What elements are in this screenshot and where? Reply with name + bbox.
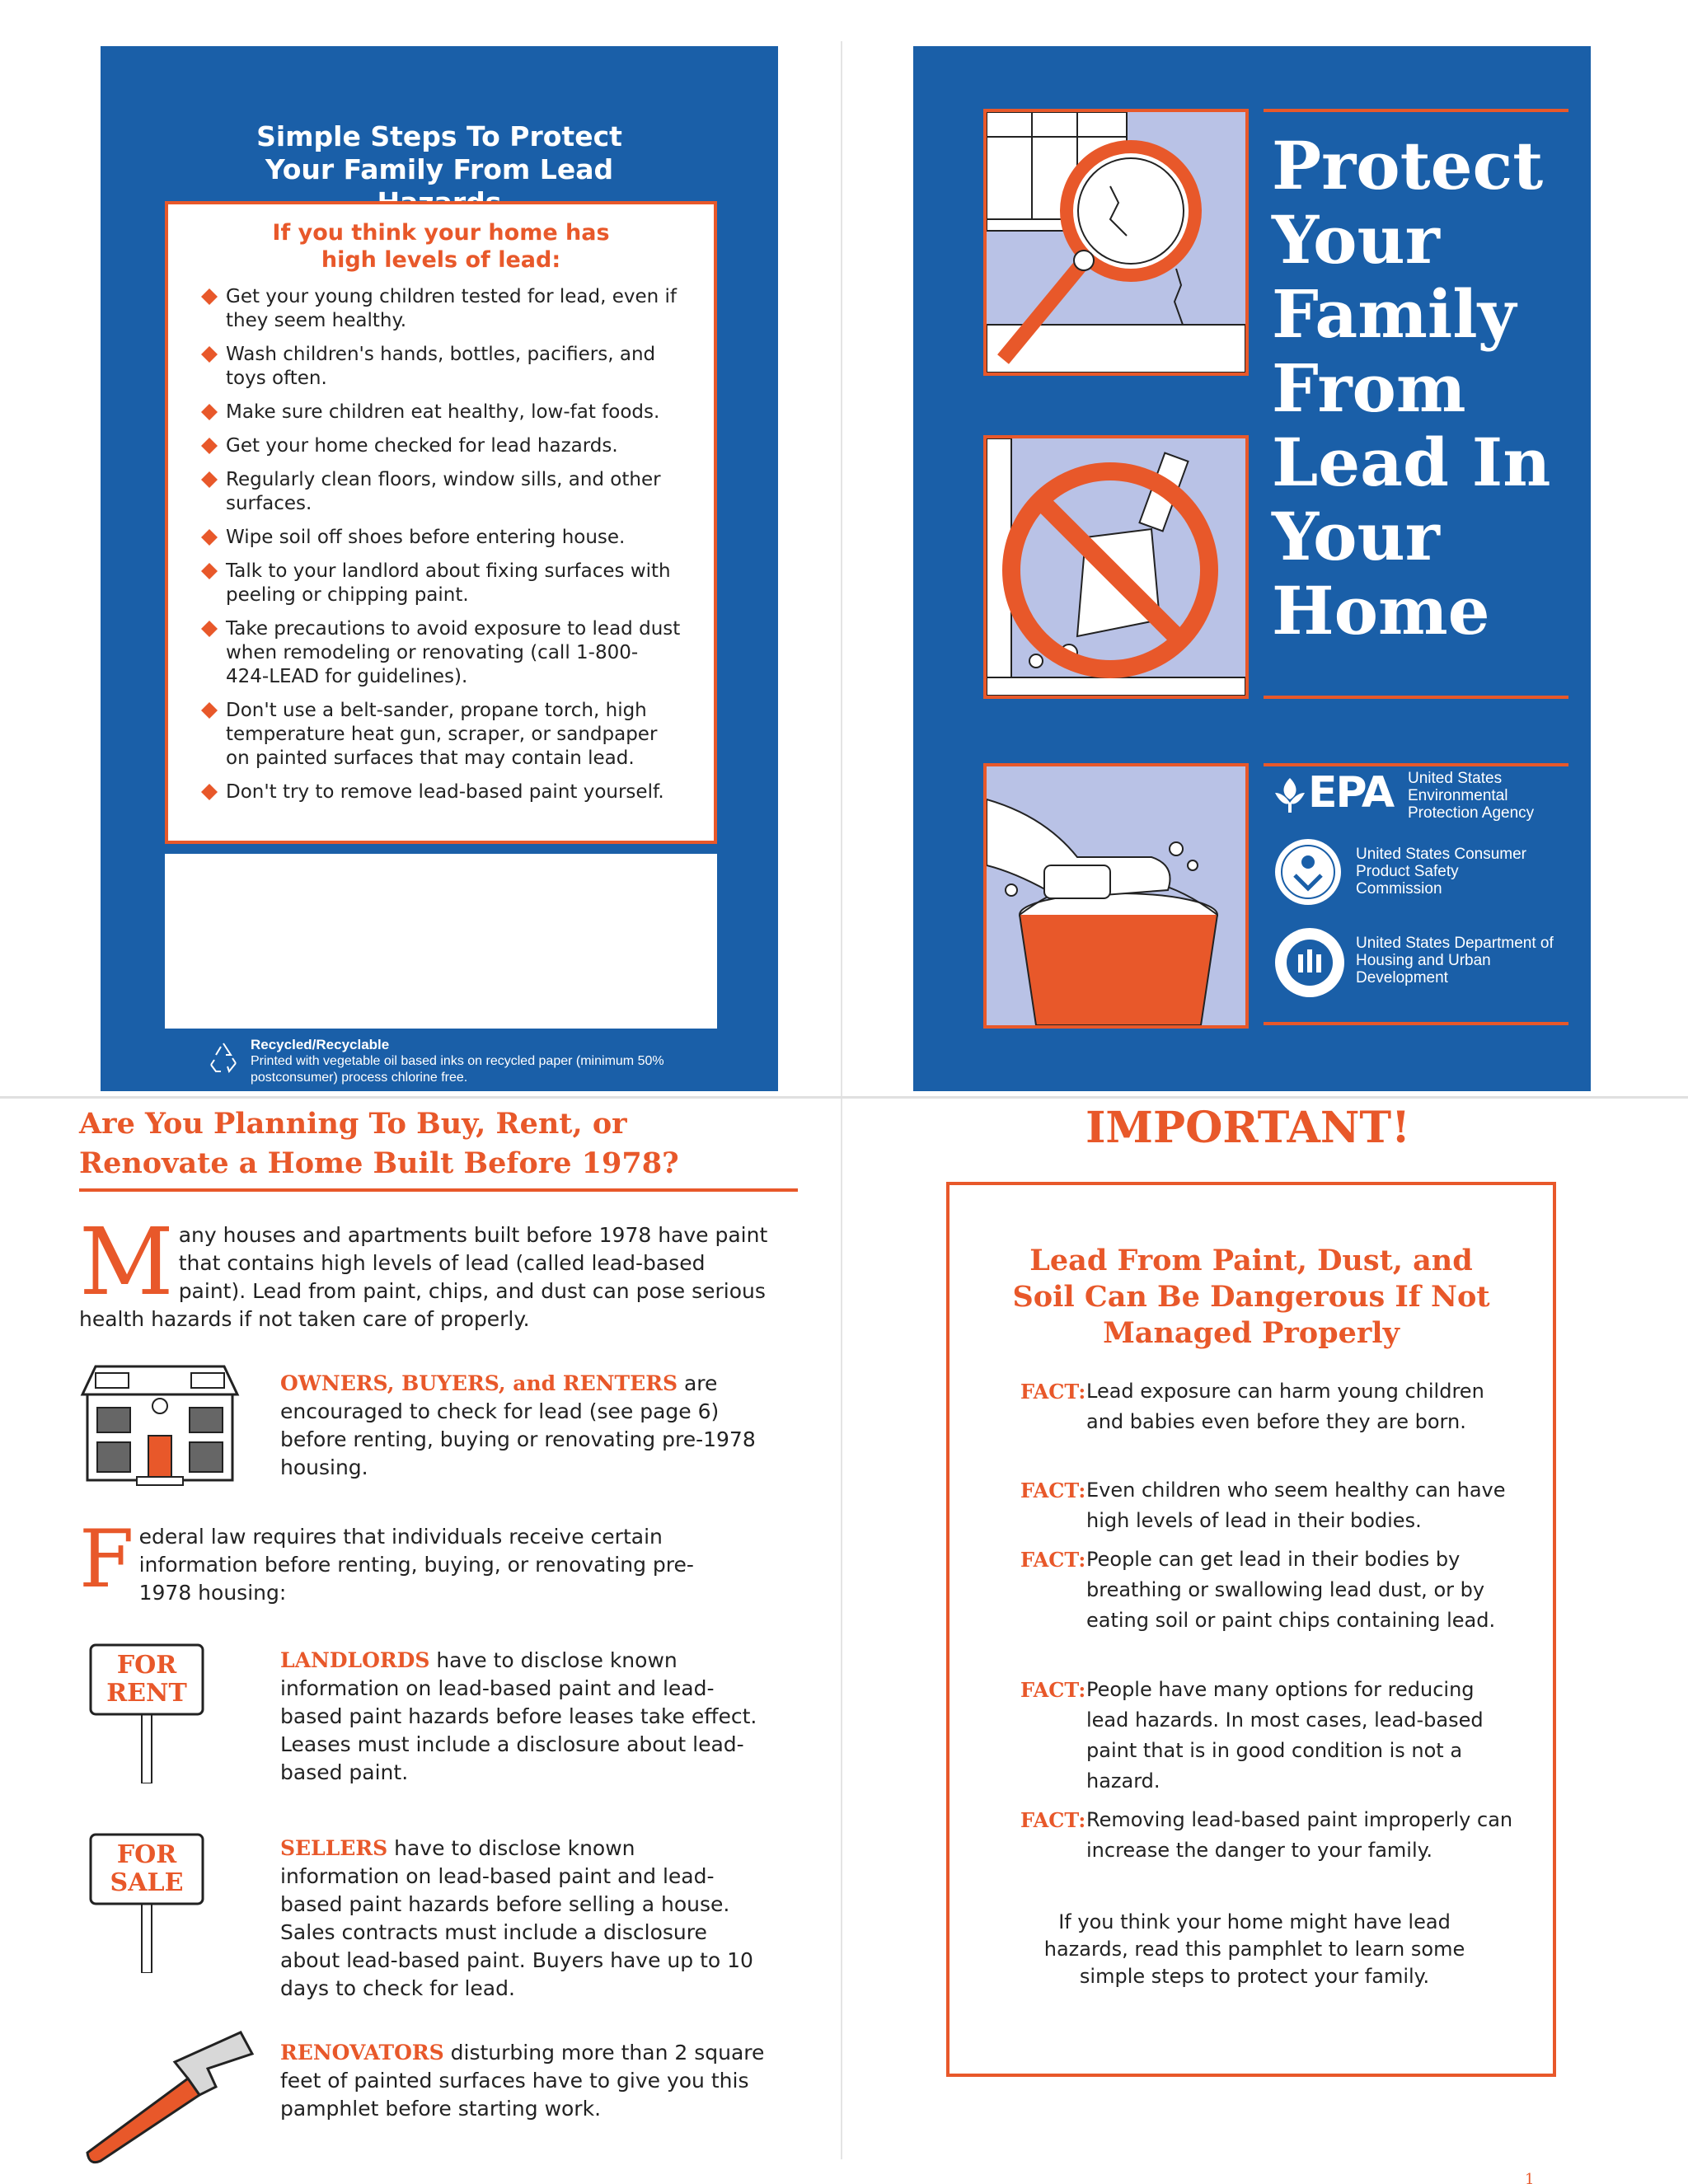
- epa-logo-text: EPA: [1308, 768, 1394, 818]
- diamond-bullet-icon: [201, 438, 218, 454]
- fold-line-vertical: [841, 41, 842, 2159]
- facts-heading: Lead From Paint, Dust, and Soil Can Be Dangerous If Not Managed Properly: [1012, 1244, 1490, 1350]
- federal-dropcap: F: [79, 1513, 134, 1605]
- sellers-lead: SELLERS: [280, 1836, 388, 1860]
- fact-item: FACT: People have many options for reducing lead hazards. In most cases, lead-based paint that is in good condition is not a hazard.: [1020, 1675, 1515, 1797]
- facts-box: [946, 1182, 1556, 2077]
- landlords-lead: LANDLORDS: [280, 1648, 430, 1672]
- diamond-bullet-icon: [201, 346, 218, 363]
- inside-left-panel: [79, 1104, 804, 2168]
- steps-box: [165, 201, 717, 844]
- page-number: 1: [1525, 2171, 1535, 2184]
- intro-paragraph: M any houses and apartments built before 1978 have paint that contains high levels of lead (called lead-based paint). Lead from paint, chips, and dust can pose serious health hazards if not taken care of properly.: [79, 1209, 768, 1331]
- step-item: Wipe soil off shoes before entering house.: [201, 526, 681, 550]
- step-item: Get your home checked for lead hazards.: [201, 434, 681, 458]
- fact-label: FACT:: [1020, 1548, 1086, 1572]
- address-label-area: [165, 854, 717, 1029]
- for-rent-sign-text: FOR RENT: [106, 1651, 187, 1708]
- for-sale-sign-text: FOR SALE: [110, 1840, 184, 1897]
- owners-text: OWNERS, BUYERS, and RENTERS are encouraged to check for lead (see page 6) before renting, buying or renovating pre-1978 housing.: [280, 1371, 756, 1479]
- step-item: Wash children's hands, bottles, pacifiers, and toys often.: [201, 343, 681, 391]
- title-underline: [79, 1188, 798, 1192]
- diamond-bullet-icon: [201, 702, 218, 719]
- title-rule-bottom: [1264, 696, 1568, 699]
- agency-name: United States Environmental Protection Agency: [1408, 770, 1535, 822]
- fact-item: FACT: Lead exposure can harm young children and babies even before they are born.: [1020, 1376, 1515, 1437]
- recycle-icon: [206, 1040, 241, 1075]
- fact-item: FACT: Removing lead-based paint improperly can increase the danger to your family.: [1020, 1805, 1515, 1866]
- important-title: IMPORTANT!: [1085, 1103, 1410, 1153]
- step-item: Make sure children eat healthy, low-fat foods.: [201, 401, 681, 424]
- landlords-text: LANDLORDS have to disclose known information on lead-based paint and lead-based paint hazards before leases take effect. Leases must include a disclosure about lead-based paint.: [280, 1648, 757, 1784]
- magnifying-glass-icon: [987, 112, 1245, 373]
- agency-name: United States Department of Housing and Urban Development: [1356, 935, 1554, 987]
- diamond-bullet-icon: [201, 471, 218, 488]
- diamond-bullet-icon: [201, 784, 218, 800]
- diamond-bullet-icon: [201, 621, 218, 637]
- fact-item: FACT: People can get lead in their bodies by breathing or swallowing lead dust, or by eating soil or paint chips containing lead.: [1020, 1544, 1515, 1636]
- title-rule-top: [1264, 109, 1568, 112]
- steps-heading: If you think your home has high levels of lead:: [272, 220, 610, 273]
- house-icon: [79, 1358, 241, 1487]
- step-item: Regularly clean floors, window sills, and other surfaces.: [201, 468, 681, 516]
- diamond-bullet-icon: [201, 563, 218, 579]
- agency-name: United States Consumer Product Safety Commission: [1356, 846, 1526, 898]
- step-item: Don't use a belt-sander, propane torch, high temperature heat gun, scraper, or sandpaper on painted surfaces that may contain lead.: [201, 699, 681, 771]
- renovators-text: RENOVATORS disturbing more than 2 square feet of painted surfaces have to give you this pamphlet before starting work.: [280, 2041, 765, 2121]
- cover-title: Protect Your Family From Lead In Your Home: [1272, 127, 1551, 649]
- fact-label: FACT:: [1020, 1380, 1086, 1404]
- diamond-bullet-icon: [201, 529, 218, 546]
- diamond-bullet-icon: [201, 288, 218, 305]
- recycle-text: Printed with vegetable oil based inks on recycled paper (minimum 50% postconsumer) process chlorine free.: [251, 1054, 664, 1085]
- epa-flower-icon: [1272, 775, 1308, 814]
- cpsc-agency: [1272, 837, 1577, 903]
- cpsc-seal-icon: [1273, 837, 1343, 907]
- epa-agency: [1272, 770, 1577, 827]
- fact-label: FACT:: [1020, 1678, 1086, 1702]
- no-scraper-icon: [987, 438, 1245, 696]
- step-item: Talk to your landlord about fixing surfaces with peeling or chipping paint.: [201, 560, 681, 607]
- back-cover-panel: [101, 46, 778, 1091]
- fact-label: FACT:: [1020, 1808, 1086, 1832]
- hammer-icon: [84, 2029, 257, 2169]
- inside-left-title: Are You Planning To Buy, Rent, or Renovate a Home Built Before 1978?: [79, 1107, 679, 1180]
- agency-rule-bottom: [1264, 1022, 1568, 1025]
- bucket-sponge-icon: [987, 766, 1245, 1025]
- back-cover-title: Simple Steps To Protect Your Family From Lead: [256, 120, 622, 185]
- recycle-notice: [206, 1035, 750, 1090]
- hud-seal-icon: [1273, 926, 1346, 999]
- sellers-text: SELLERS have to disclose known information on lead-based paint and lead-based paint hazards before selling a house. Sales contracts must include a disclosure about lead-based paint. Buyers have up to 10 days to check for lead.: [280, 1836, 753, 2000]
- step-item: Don't try to remove lead-based paint yourself.: [201, 780, 681, 804]
- federal-paragraph: F ederal law requires that individuals receive certain information before renting, buying, or renovating pre-1978 housing:: [79, 1513, 694, 1605]
- diamond-bullet-icon: [201, 404, 218, 420]
- owners-lead: OWNERS, BUYERS, and RENTERS: [280, 1371, 678, 1395]
- cleaning-illustration: [983, 763, 1249, 1029]
- hud-agency: [1272, 926, 1577, 1001]
- renovators-lead: RENOVATORS: [280, 2041, 444, 2064]
- fact-item: FACT: Even children who seem healthy can have high levels of lead in their bodies.: [1020, 1475, 1515, 1536]
- recycle-title: Recycled/Recyclable: [251, 1037, 390, 1052]
- front-cover-panel: [913, 46, 1591, 1091]
- closing-text: If you think your home might have lead hazards, read this pamphlet to learn some simple steps to protect your family.: [1043, 1910, 1465, 1988]
- intro-dropcap: M: [79, 1209, 174, 1316]
- fact-label: FACT:: [1020, 1479, 1086, 1502]
- agency-rule-top: [1264, 763, 1568, 766]
- step-item: Take precautions to avoid exposure to lead dust when remodeling or renovating (call 1-800-424-LEAD for guidelines).: [201, 617, 681, 689]
- magnifier-illustration: [983, 109, 1249, 376]
- no-scraping-illustration: [983, 435, 1249, 699]
- step-item: Get your young children tested for lead, even if they seem healthy.: [201, 285, 681, 333]
- fold-line-horizontal: [0, 1096, 1688, 1099]
